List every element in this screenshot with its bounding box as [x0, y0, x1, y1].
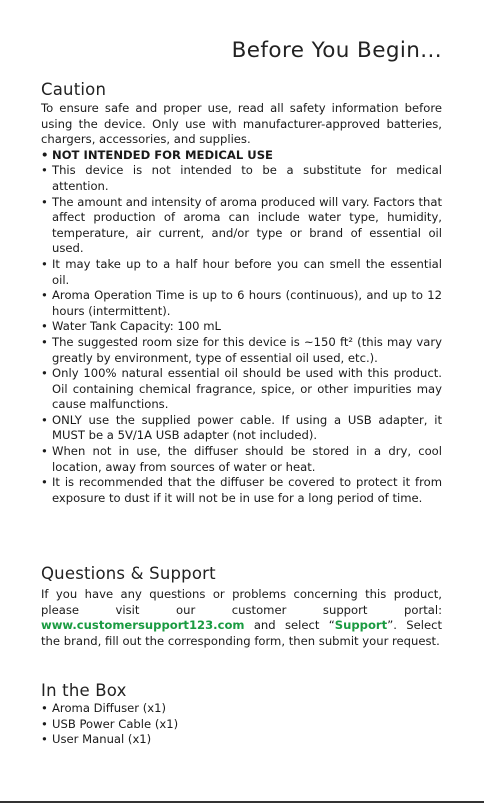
page-title: Before You Begin...: [231, 38, 442, 63]
in-the-box-section: [41, 681, 442, 748]
support-text: [41, 587, 442, 649]
support-text-middle: and select “: [244, 618, 335, 633]
support-section: [41, 564, 442, 649]
caution-item: • This device is not intended to be a substitute for medical attention.: [41, 163, 442, 194]
caution-item: • It may take up to a half hour before you can smell the essential oil.: [41, 257, 442, 288]
box-item: • User Manual (x1): [41, 732, 442, 748]
box-item: • Aroma Diffuser (x1): [41, 701, 442, 717]
caution-item: • Only 100% natural essential oil should be used with this product. Oil containing chemical fragrance, spice, or other impurities may cause malfunctions.: [41, 366, 442, 413]
support-heading: Questions & Support: [41, 564, 216, 583]
support-text-after: ”. Select the brand, fill out the corresponding form, then submit your request.: [41, 618, 442, 648]
caution-item: • The amount and intensity of aroma produced will vary. Factors that affect production of aroma can include water type, humidity, temperature, air current, and/or type or brand of essential oil used.: [41, 195, 442, 257]
caution-list: [41, 148, 442, 507]
caution-item: • ONLY use the supplied power cable. If using a USB adapter, it MUST be a 5V/1A USB adapter (not included).: [41, 413, 442, 444]
caution-intro: To ensure safe and proper use, read all safety information before using the device. Only use with manufacturer-approved batteries, chargers, accessories, and supplies.: [41, 101, 442, 147]
caution-item: • Water Tank Capacity: 100 mL: [41, 319, 442, 335]
caution-item: • The suggested room size for this device is ~150 ft² (this may vary greatly by environment, type of essential oil used, etc.).: [41, 335, 442, 366]
in-the-box-heading: In the Box: [41, 681, 127, 700]
caution-item: • It is recommended that the diffuser be covered to protect it from exposure to dust if it will not be in use for a long period of time.: [41, 475, 442, 506]
caution-item-medical: • NOT INTENDED FOR MEDICAL USE: [41, 148, 442, 164]
in-the-box-list: [41, 701, 442, 748]
caution-item: • When not in use, the diffuser should be stored in a dry, cool location, away from sources of water or heat.: [41, 444, 442, 475]
support-text-before: If you have any questions or problems concerning this product, please visit our customer support portal:: [41, 587, 442, 617]
support-word: Support: [334, 618, 388, 633]
box-item: • USB Power Cable (x1): [41, 717, 442, 733]
caution-item: • Aroma Operation Time is up to 6 hours (continuous), and up to 12 hours (intermittent).: [41, 288, 442, 319]
caution-section: [41, 80, 442, 506]
caution-heading: Caution: [41, 80, 107, 99]
support-url-link[interactable]: www.customersupport123.com: [41, 618, 245, 633]
